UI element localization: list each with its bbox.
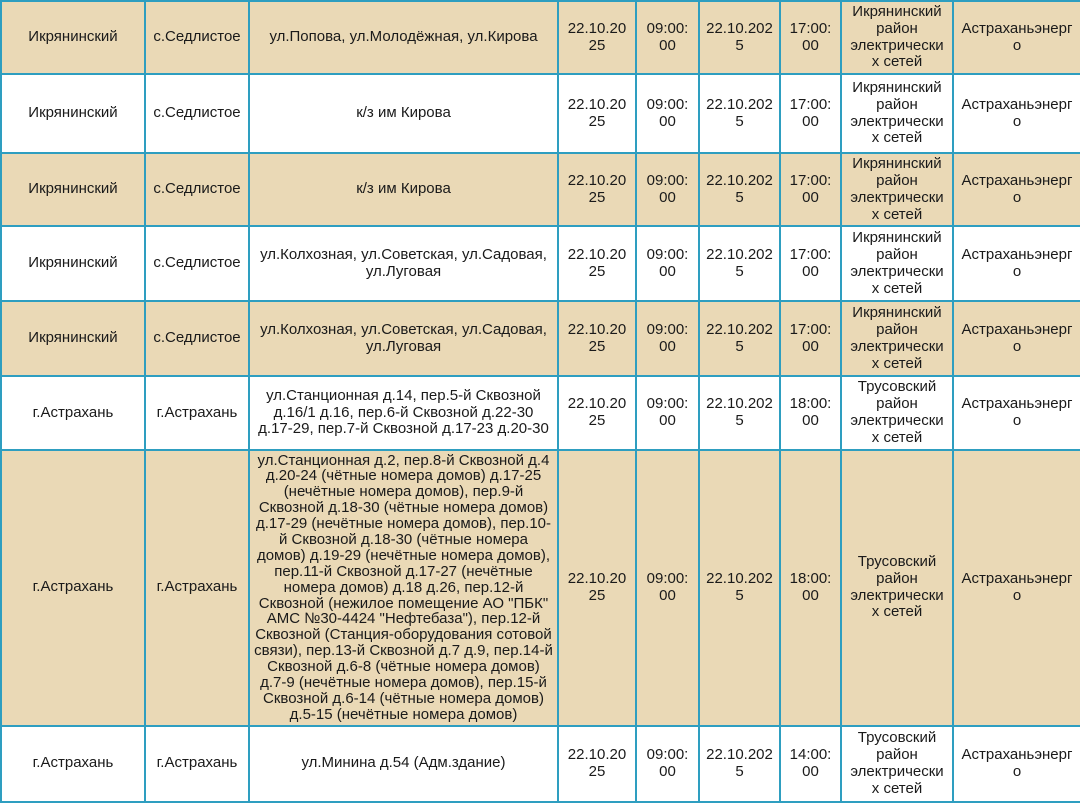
cell-end-time: 17:00:00 — [780, 301, 841, 376]
cell-grid-branch: Икрянинский район электрических сетей — [841, 226, 953, 301]
cell-grid-branch: Трусовский район электрических сетей — [841, 450, 953, 726]
cell-grid-branch: Трусовский район электрических сетей — [841, 376, 953, 449]
cell-start-date: 22.10.2025 — [558, 450, 636, 726]
cell-settlement: г.Астрахань — [145, 376, 249, 449]
cell-settlement: с.Седлистое — [145, 1, 249, 74]
cell-start-date: 22.10.2025 — [558, 1, 636, 74]
cell-settlement: с.Седлистое — [145, 226, 249, 301]
cell-end-date: 22.10.2025 — [699, 376, 780, 449]
cell-district: Икрянинский — [1, 226, 145, 301]
cell-company: Астраханьэнерго — [953, 226, 1080, 301]
cell-grid-branch: Икрянинский район электрических сетей — [841, 153, 953, 226]
cell-settlement: с.Седлистое — [145, 74, 249, 153]
table-row — [1, 726, 1080, 802]
cell-company: Астраханьэнерго — [953, 726, 1080, 802]
cell-start-date: 22.10.2025 — [558, 376, 636, 449]
cell-addresses: к/з им Кирова — [249, 74, 558, 153]
table-row — [1, 376, 1080, 449]
cell-district: Икрянинский — [1, 74, 145, 153]
cell-end-time: 14:00:00 — [780, 726, 841, 802]
cell-start-time: 09:00:00 — [636, 726, 699, 802]
cell-end-date: 22.10.2025 — [699, 74, 780, 153]
cell-addresses: к/з им Кирова — [249, 153, 558, 226]
cell-start-time: 09:00:00 — [636, 450, 699, 726]
cell-end-date: 22.10.2025 — [699, 226, 780, 301]
table-row — [1, 74, 1080, 153]
cell-company: Астраханьэнерго — [953, 450, 1080, 726]
table-row — [1, 301, 1080, 376]
cell-end-date: 22.10.2025 — [699, 726, 780, 802]
cell-addresses: ул.Колхозная, ул.Советская, ул.Садовая, ул.Луговая — [249, 226, 558, 301]
cell-start-time: 09:00:00 — [636, 301, 699, 376]
cell-start-date: 22.10.2025 — [558, 226, 636, 301]
cell-settlement: с.Седлистое — [145, 301, 249, 376]
cell-start-time: 09:00:00 — [636, 376, 699, 449]
cell-settlement: г.Астрахань — [145, 450, 249, 726]
cell-end-date: 22.10.2025 — [699, 1, 780, 74]
table-row — [1, 153, 1080, 226]
cell-addresses: ул.Минина д.54 (Адм.здание) — [249, 726, 558, 802]
cell-end-time: 18:00:00 — [780, 450, 841, 726]
cell-end-time: 17:00:00 — [780, 1, 841, 74]
table-row — [1, 226, 1080, 301]
cell-district: г.Астрахань — [1, 450, 145, 726]
cell-grid-branch: Икрянинский район электрических сетей — [841, 74, 953, 153]
cell-end-date: 22.10.2025 — [699, 301, 780, 376]
cell-end-time: 17:00:00 — [780, 226, 841, 301]
cell-end-time: 17:00:00 — [780, 153, 841, 226]
table-row — [1, 450, 1080, 726]
cell-start-date: 22.10.2025 — [558, 301, 636, 376]
outage-table-body — [1, 1, 1080, 802]
cell-grid-branch: Трусовский район электрических сетей — [841, 726, 953, 802]
cell-start-time: 09:00:00 — [636, 226, 699, 301]
cell-company: Астраханьэнерго — [953, 376, 1080, 449]
cell-company: Астраханьэнерго — [953, 74, 1080, 153]
cell-addresses: ул.Попова, ул.Молодёжная, ул.Кирова — [249, 1, 558, 74]
cell-district: г.Астрахань — [1, 376, 145, 449]
cell-district: Икрянинский — [1, 1, 145, 74]
cell-end-time: 18:00:00 — [780, 376, 841, 449]
cell-end-time: 17:00:00 — [780, 74, 841, 153]
cell-company: Астраханьэнерго — [953, 301, 1080, 376]
cell-start-date: 22.10.2025 — [558, 153, 636, 226]
cell-company: Астраханьэнерго — [953, 1, 1080, 74]
cell-start-time: 09:00:00 — [636, 1, 699, 74]
cell-start-date: 22.10.2025 — [558, 74, 636, 153]
cell-district: г.Астрахань — [1, 726, 145, 802]
cell-district: Икрянинский — [1, 153, 145, 226]
cell-start-time: 09:00:00 — [636, 74, 699, 153]
cell-settlement: г.Астрахань — [145, 726, 249, 802]
cell-grid-branch: Икрянинский район электрических сетей — [841, 301, 953, 376]
cell-start-date: 22.10.2025 — [558, 726, 636, 802]
cell-grid-branch: Икрянинский район электрических сетей — [841, 1, 953, 74]
cell-addresses: ул.Станционная д.2, пер.8-й Сквозной д.4 д.20-24 (чётные номера домов) д.17-25 (нечётные номера домов), пер.9-й Сквозной д.18-30 (чётные номера домов) д.17-29 (нечётные номера домов), пер.10-й Сквозной д.18-30 (чётные номера домов) д.19-29 (нечётные номера домов), пер.11-й Сквозной д.17-27 (нечётные номера домов) д.18 д.26, пер.12-й Сквозной (нежилое помещение АО "ПБК" АМС №30-4424 "Нефтебаза"), пер.12-й Сквозной (Станция-оборудования сотовой связи), пер.13-й Сквозной д.7 д.9, пер.14-й Сквозной д.6-8 (чётные номера домов) д.7-9 (нечётные номера домов), пер.15-й Сквозной д.6-14 (чётные номера домов) д.5-15 (нечётные номера домов) — [249, 450, 558, 726]
cell-addresses: ул.Станционная д.14, пер.5-й Сквозной д.16/1 д.16, пер.6-й Сквозной д.22-30 д.17-29, пер.7-й Сквозной д.17-23 д.20-30 — [249, 376, 558, 449]
cell-end-date: 22.10.2025 — [699, 450, 780, 726]
cell-addresses: ул.Колхозная, ул.Советская, ул.Садовая, ул.Луговая — [249, 301, 558, 376]
table-row — [1, 1, 1080, 74]
cell-settlement: с.Седлистое — [145, 153, 249, 226]
cell-district: Икрянинский — [1, 301, 145, 376]
cell-company: Астраханьэнерго — [953, 153, 1080, 226]
cell-start-time: 09:00:00 — [636, 153, 699, 226]
cell-end-date: 22.10.2025 — [699, 153, 780, 226]
